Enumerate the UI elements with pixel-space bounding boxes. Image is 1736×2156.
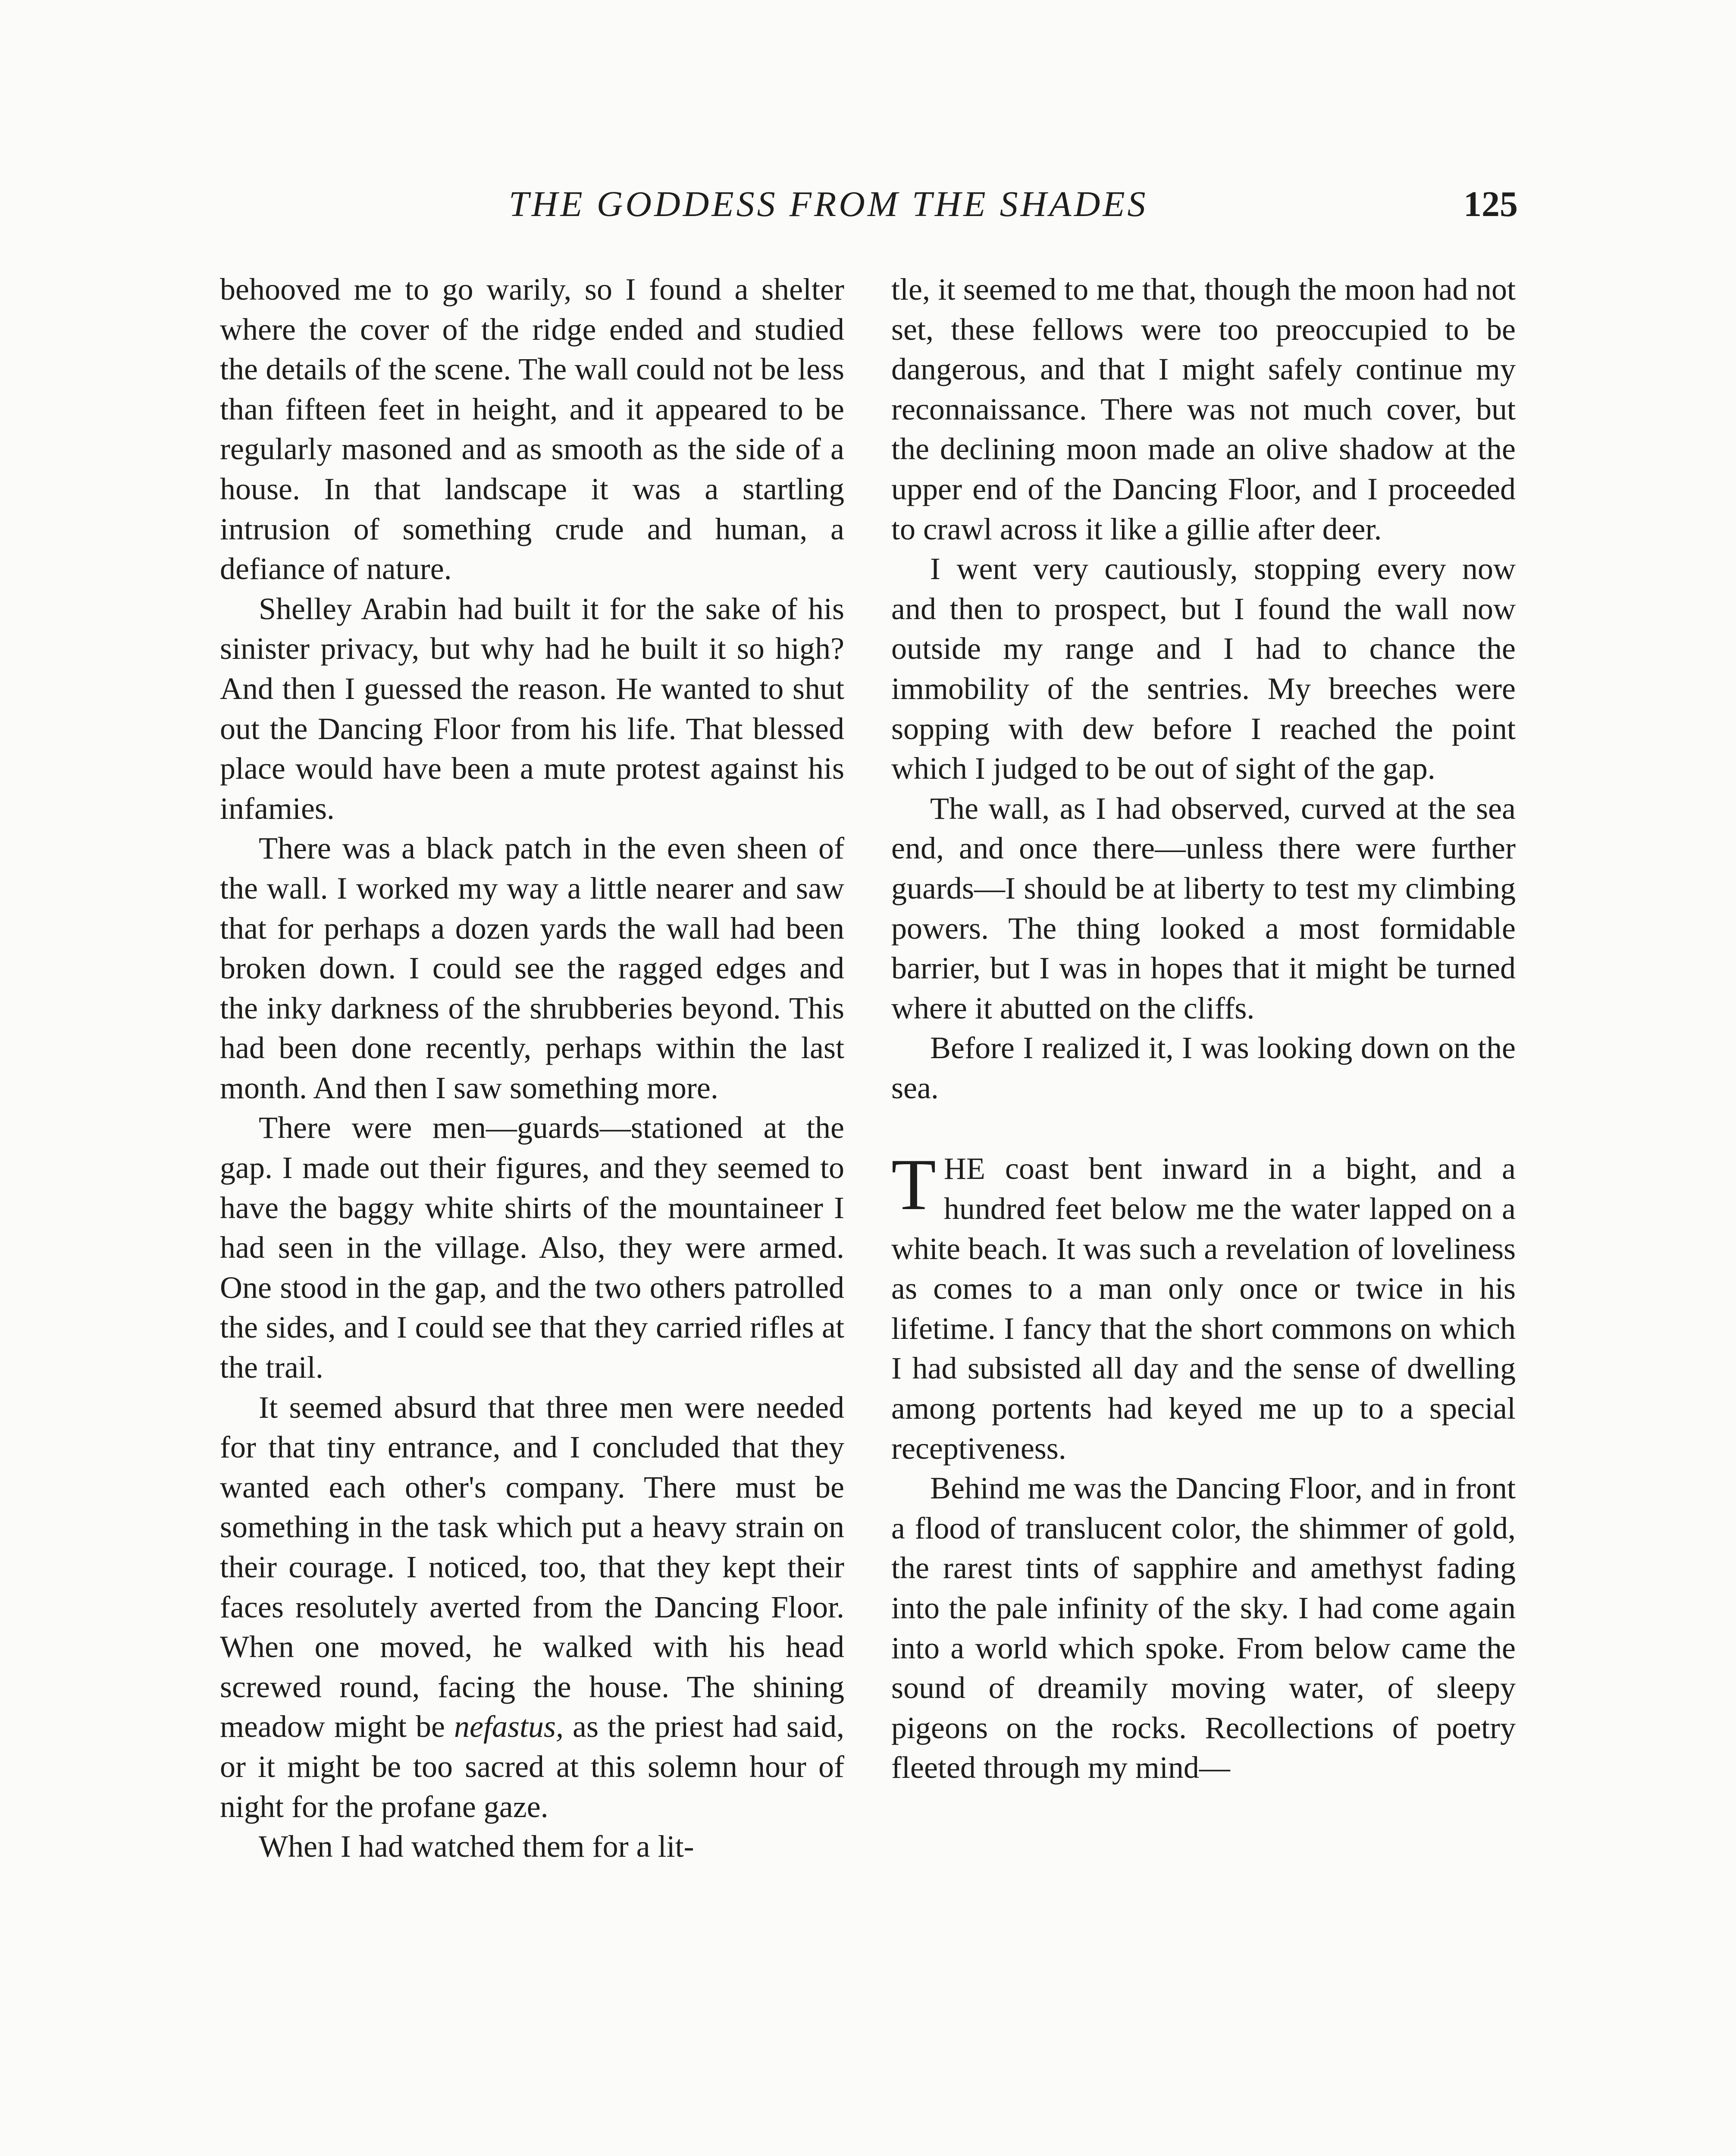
paragraph: There was a black patch in the even sheen of the wall. I worked my way a little nearer and saw that for perhaps a dozen yards the wall had been broken down. I could see the ragged edges and the inky darkness of the shrubberies beyond. This had been done recently, perhaps within the last month. And then I saw something more.: [220, 831, 844, 1105]
italic-word: nefastus,: [454, 1709, 564, 1744]
running-head: [216, 183, 1518, 231]
right-column: [891, 270, 1516, 1788]
paragraph: There were men—guards—stationed at the gap. I made out their figures, and they seemed to have the baggy white shirts of the mountaineer I had seen in the village. Also, they were armed. One stood in the gap, and the two others patrolled the sides, and I could see that they carried rifles at the trail.: [220, 1110, 844, 1385]
paragraph: I went very cautiously, stopping every now and then to prospect, but I found the wall now outside my range and I had to chance the immobility of the sentries. My breeches were sopping with dew before I reached the point which I judged to be out of sight of the gap.: [891, 552, 1516, 786]
section-opening-paragraph: [891, 1144, 1516, 1468]
paragraph: When I had watched them for a lit-: [259, 1829, 694, 1864]
paragraph: [220, 1388, 844, 1827]
paragraph: The wall, as I had observed, curved at the sea end, and once there—unless there were further guards—I should be at liberty to test my climbing powers. The thing looked a most formidable barrier, but I was in hopes that it might be turned where it abutted on the cliffs.: [891, 791, 1516, 1025]
paragraph-text: as the priest had said, or it might be too sacred at this solemn hour of night for the profane gaze.: [220, 1709, 844, 1824]
running-title: THE GODDESS FROM THE SHADES: [509, 184, 1148, 224]
paragraph: tle, it seemed to me that, though the moon had not set, these fellows were too preoccupied to be dangerous, and that I might safely continue my reconnaissance. There was not much cover, but the declining moon made an olive shadow at the upper end of the Dancing Floor, and I proceeded to crawl across it like a gillie after deer.: [891, 272, 1516, 546]
left-column: [220, 270, 844, 1867]
paragraph: Shelley Arabin had built it for the sake of his sinister privacy, but why had he built it so high? And then I guessed the reason. He wanted to shut out the Dancing Floor from his life. That blessed place would have been a mute protest against his infamies.: [220, 591, 844, 826]
drop-cap: T: [891, 1144, 936, 1225]
paragraph: Before I realized it, I was looking down on the sea.: [891, 1031, 1516, 1105]
paragraph: Behind me was the Dancing Floor, and in front a flood of translucent color, the shimmer of gold, the rarest tints of sapphire and amethyst fading into the pale infinity of the sky. I had come again into a world which spoke. From below came the sound of dreamily moving water, of sleepy pigeons on the rocks. Recollections of poetry fleeted through my mind—: [891, 1471, 1516, 1785]
paragraph-text: HE coast bent inward in a bight, and a hundred feet below me the water lapped on a white beach. It was such a revelation of loveliness as comes to a man only once or twice in his lifetime. I fancy that the short commons on which I had subsisted all day and the sense of dwelling among portents had keyed me up to a special receptiveness.: [891, 1151, 1516, 1466]
page-number: 125: [1463, 184, 1518, 224]
paragraph: behooved me to go warily, so I found a shelter where the cover of the ridge ended and studied the details of the scene. The wall could not be less than fifteen feet in height, and it appeared to be regularly masoned and as smooth as the side of a house. In that landscape it was a startling intrusion of something crude and human, a defiance of nature.: [220, 272, 844, 586]
paragraph-text: It seemed absurd that three men were needed for that tiny entrance, and I concluded that they wanted each other's company. There must be something in the task which put a heavy strain on their courage. I noticed, too, that they kept their faces resolutely averted from the Dancing Floor. When one moved, he walked with his head screwed round, facing the house. The shining meadow might be: [220, 1390, 844, 1744]
